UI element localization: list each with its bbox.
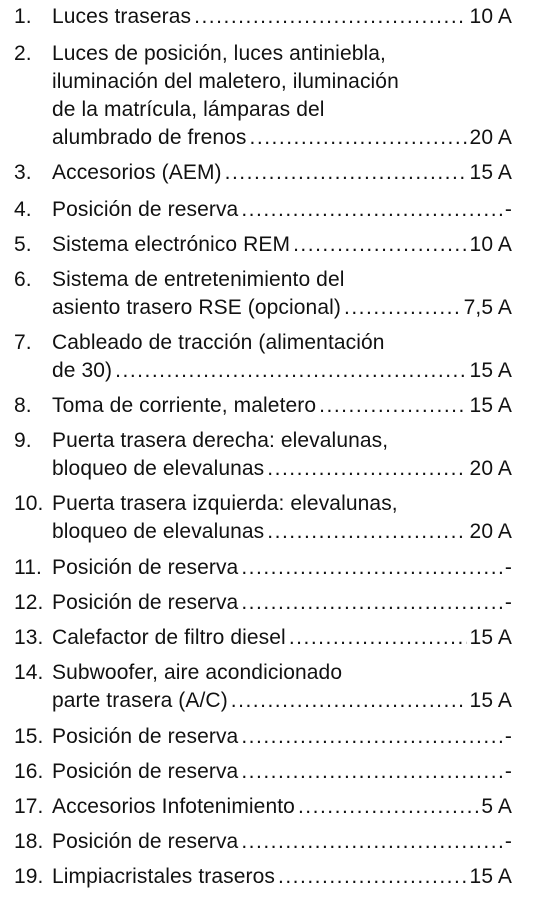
fuse-line: parte trasera (A/C) [52, 689, 228, 712]
fuse-item-14 [14, 659, 512, 715]
fuse-description [52, 3, 512, 31]
fuse-description [52, 159, 512, 187]
fuse-description [52, 624, 512, 652]
fuse-line: asiento trasero RSE (opcional) [52, 296, 341, 319]
fuse-item-1 [14, 3, 512, 31]
fuse-description [52, 231, 512, 259]
fuse-rating: 15 A [469, 394, 512, 417]
fuse-rating: - [504, 556, 512, 579]
fuse-line: bloqueo de elevalunas [52, 457, 265, 480]
fuse-line: Posición de reserva [52, 198, 239, 221]
fuse-description [52, 427, 512, 483]
fuse-item-19 [14, 863, 512, 891]
fuse-number: 12. [14, 591, 44, 614]
fuse-rating: 15 A [469, 626, 512, 649]
fuse-line: de la matrícula, lámparas del [52, 98, 325, 121]
fuse-line: Luces traseras [52, 5, 192, 28]
fuse-description [52, 723, 512, 751]
fuse-rating: 15 A [469, 161, 512, 184]
fuse-item-10 [14, 490, 512, 546]
fuse-item-9 [14, 427, 512, 483]
fuse-item-8 [14, 392, 512, 420]
fuse-line: Puerta trasera izquierda: elevalunas, [52, 492, 398, 515]
fuse-line: Calefactor de filtro diesel [52, 626, 286, 649]
fuse-description [52, 828, 512, 856]
fuse-description [52, 758, 512, 786]
fuse-line: Posición de reserva [52, 725, 239, 748]
fuse-line: Puerta trasera derecha: elevalunas, [52, 429, 389, 452]
fuse-rating: - [504, 591, 512, 614]
dot-leader [278, 863, 467, 891]
fuse-rating: 10 A [469, 233, 512, 256]
fuse-description [52, 589, 512, 617]
fuse-description [52, 490, 512, 546]
fuse-item-16 [14, 758, 512, 786]
dot-leader [241, 723, 502, 751]
fuse-number: 4. [14, 198, 32, 221]
fuse-rating: 15 A [469, 865, 512, 888]
fuse-item-6 [14, 266, 512, 322]
fuse-rating: 20 A [469, 520, 512, 543]
fuse-description [52, 659, 512, 715]
fuse-description [52, 793, 512, 821]
fuse-line: Accesorios Infotenimiento [52, 795, 295, 818]
fuse-rating: 15 A [469, 359, 512, 382]
fuse-item-3 [14, 159, 512, 187]
fuse-item-18 [14, 828, 512, 856]
fuse-number: 16. [14, 760, 44, 783]
fuse-rating: 20 A [469, 457, 512, 480]
fuse-line: Posición de reserva [52, 556, 239, 579]
fuse-number: 9. [14, 429, 32, 452]
fuse-number: 18. [14, 830, 44, 853]
dot-leader [241, 589, 502, 617]
dot-leader [289, 624, 467, 652]
fuse-line: Limpiacristales traseros [52, 865, 275, 888]
fuse-number: 19. [14, 865, 44, 888]
fuse-number: 17. [14, 795, 44, 818]
fuse-rating: 7,5 A [463, 296, 512, 319]
fuse-item-11 [14, 554, 512, 582]
dot-leader [115, 357, 466, 385]
fuse-rating: 15 A [469, 689, 512, 712]
fuse-item-5 [14, 231, 512, 259]
fuse-number: 10. [14, 492, 44, 515]
dot-leader [250, 124, 467, 152]
fuse-number: 11. [14, 556, 42, 579]
fuse-rating: - [504, 760, 512, 783]
fuse-line: de 30) [52, 359, 113, 382]
fuse-line: Posición de reserva [52, 760, 239, 783]
fuse-number: 6. [14, 268, 32, 291]
dot-leader [267, 518, 466, 546]
dot-leader [194, 3, 466, 31]
fuse-item-15 [14, 723, 512, 751]
fuse-description [52, 196, 512, 224]
fuse-item-4 [14, 196, 512, 224]
fuse-number: 7. [14, 331, 32, 354]
fuse-number: 8. [14, 394, 32, 417]
fuse-item-7 [14, 329, 512, 385]
fuse-item-13 [14, 624, 512, 652]
fuse-line: iluminación del maletero, iluminación [52, 70, 399, 93]
fuse-line: bloqueo de elevalunas [52, 520, 265, 543]
fuse-line: Toma de corriente, maletero [52, 394, 317, 417]
fuse-item-12 [14, 589, 512, 617]
fuse-number: 1. [14, 5, 32, 28]
fuse-rating: - [504, 830, 512, 853]
fuse-rating: 10 A [469, 5, 512, 28]
fuse-list [14, 0, 512, 891]
dot-leader [231, 687, 467, 715]
dot-leader [241, 828, 502, 856]
fuse-item-17 [14, 793, 512, 821]
fuse-number: 5. [14, 233, 32, 256]
fuse-rating: 20 A [469, 126, 512, 149]
fuse-number: 13. [14, 626, 44, 649]
dot-leader [241, 554, 502, 582]
dot-leader [241, 758, 502, 786]
fuse-number: 2. [14, 42, 32, 65]
fuse-number: 3. [14, 161, 32, 184]
fuse-number: 14. [14, 661, 44, 684]
dot-leader [241, 196, 502, 224]
fuse-item-2 [14, 40, 512, 152]
dot-leader [293, 231, 466, 259]
fuse-rating: - [504, 725, 512, 748]
fuse-line: Posición de reserva [52, 591, 239, 614]
fuse-description [52, 392, 512, 420]
dot-leader [319, 392, 466, 420]
fuse-line: Accesorios (AEM) [52, 161, 222, 184]
dot-leader [344, 294, 461, 322]
fuse-rating: - [504, 198, 512, 221]
dot-leader [298, 793, 478, 821]
fuse-line: alumbrado de frenos [52, 126, 247, 149]
fuse-line: Sistema de entretenimiento del [52, 268, 345, 291]
fuse-line: Luces de posición, luces antiniebla, [52, 42, 386, 65]
dot-leader [225, 159, 467, 187]
fuse-number: 15. [14, 725, 44, 748]
dot-leader [267, 455, 466, 483]
fuse-line: Subwoofer, aire acondicionado [52, 661, 343, 684]
fuse-line: Posición de reserva [52, 830, 239, 853]
fuse-description [52, 554, 512, 582]
fuse-line: Cableado de tracción (alimentación [52, 331, 385, 354]
fuse-description [52, 40, 512, 152]
fuse-description [52, 266, 512, 322]
fuse-description [52, 863, 512, 891]
fuse-line: Sistema electrónico REM [52, 233, 291, 256]
fuse-rating: 5 A [481, 795, 512, 818]
fuse-description [52, 329, 512, 385]
